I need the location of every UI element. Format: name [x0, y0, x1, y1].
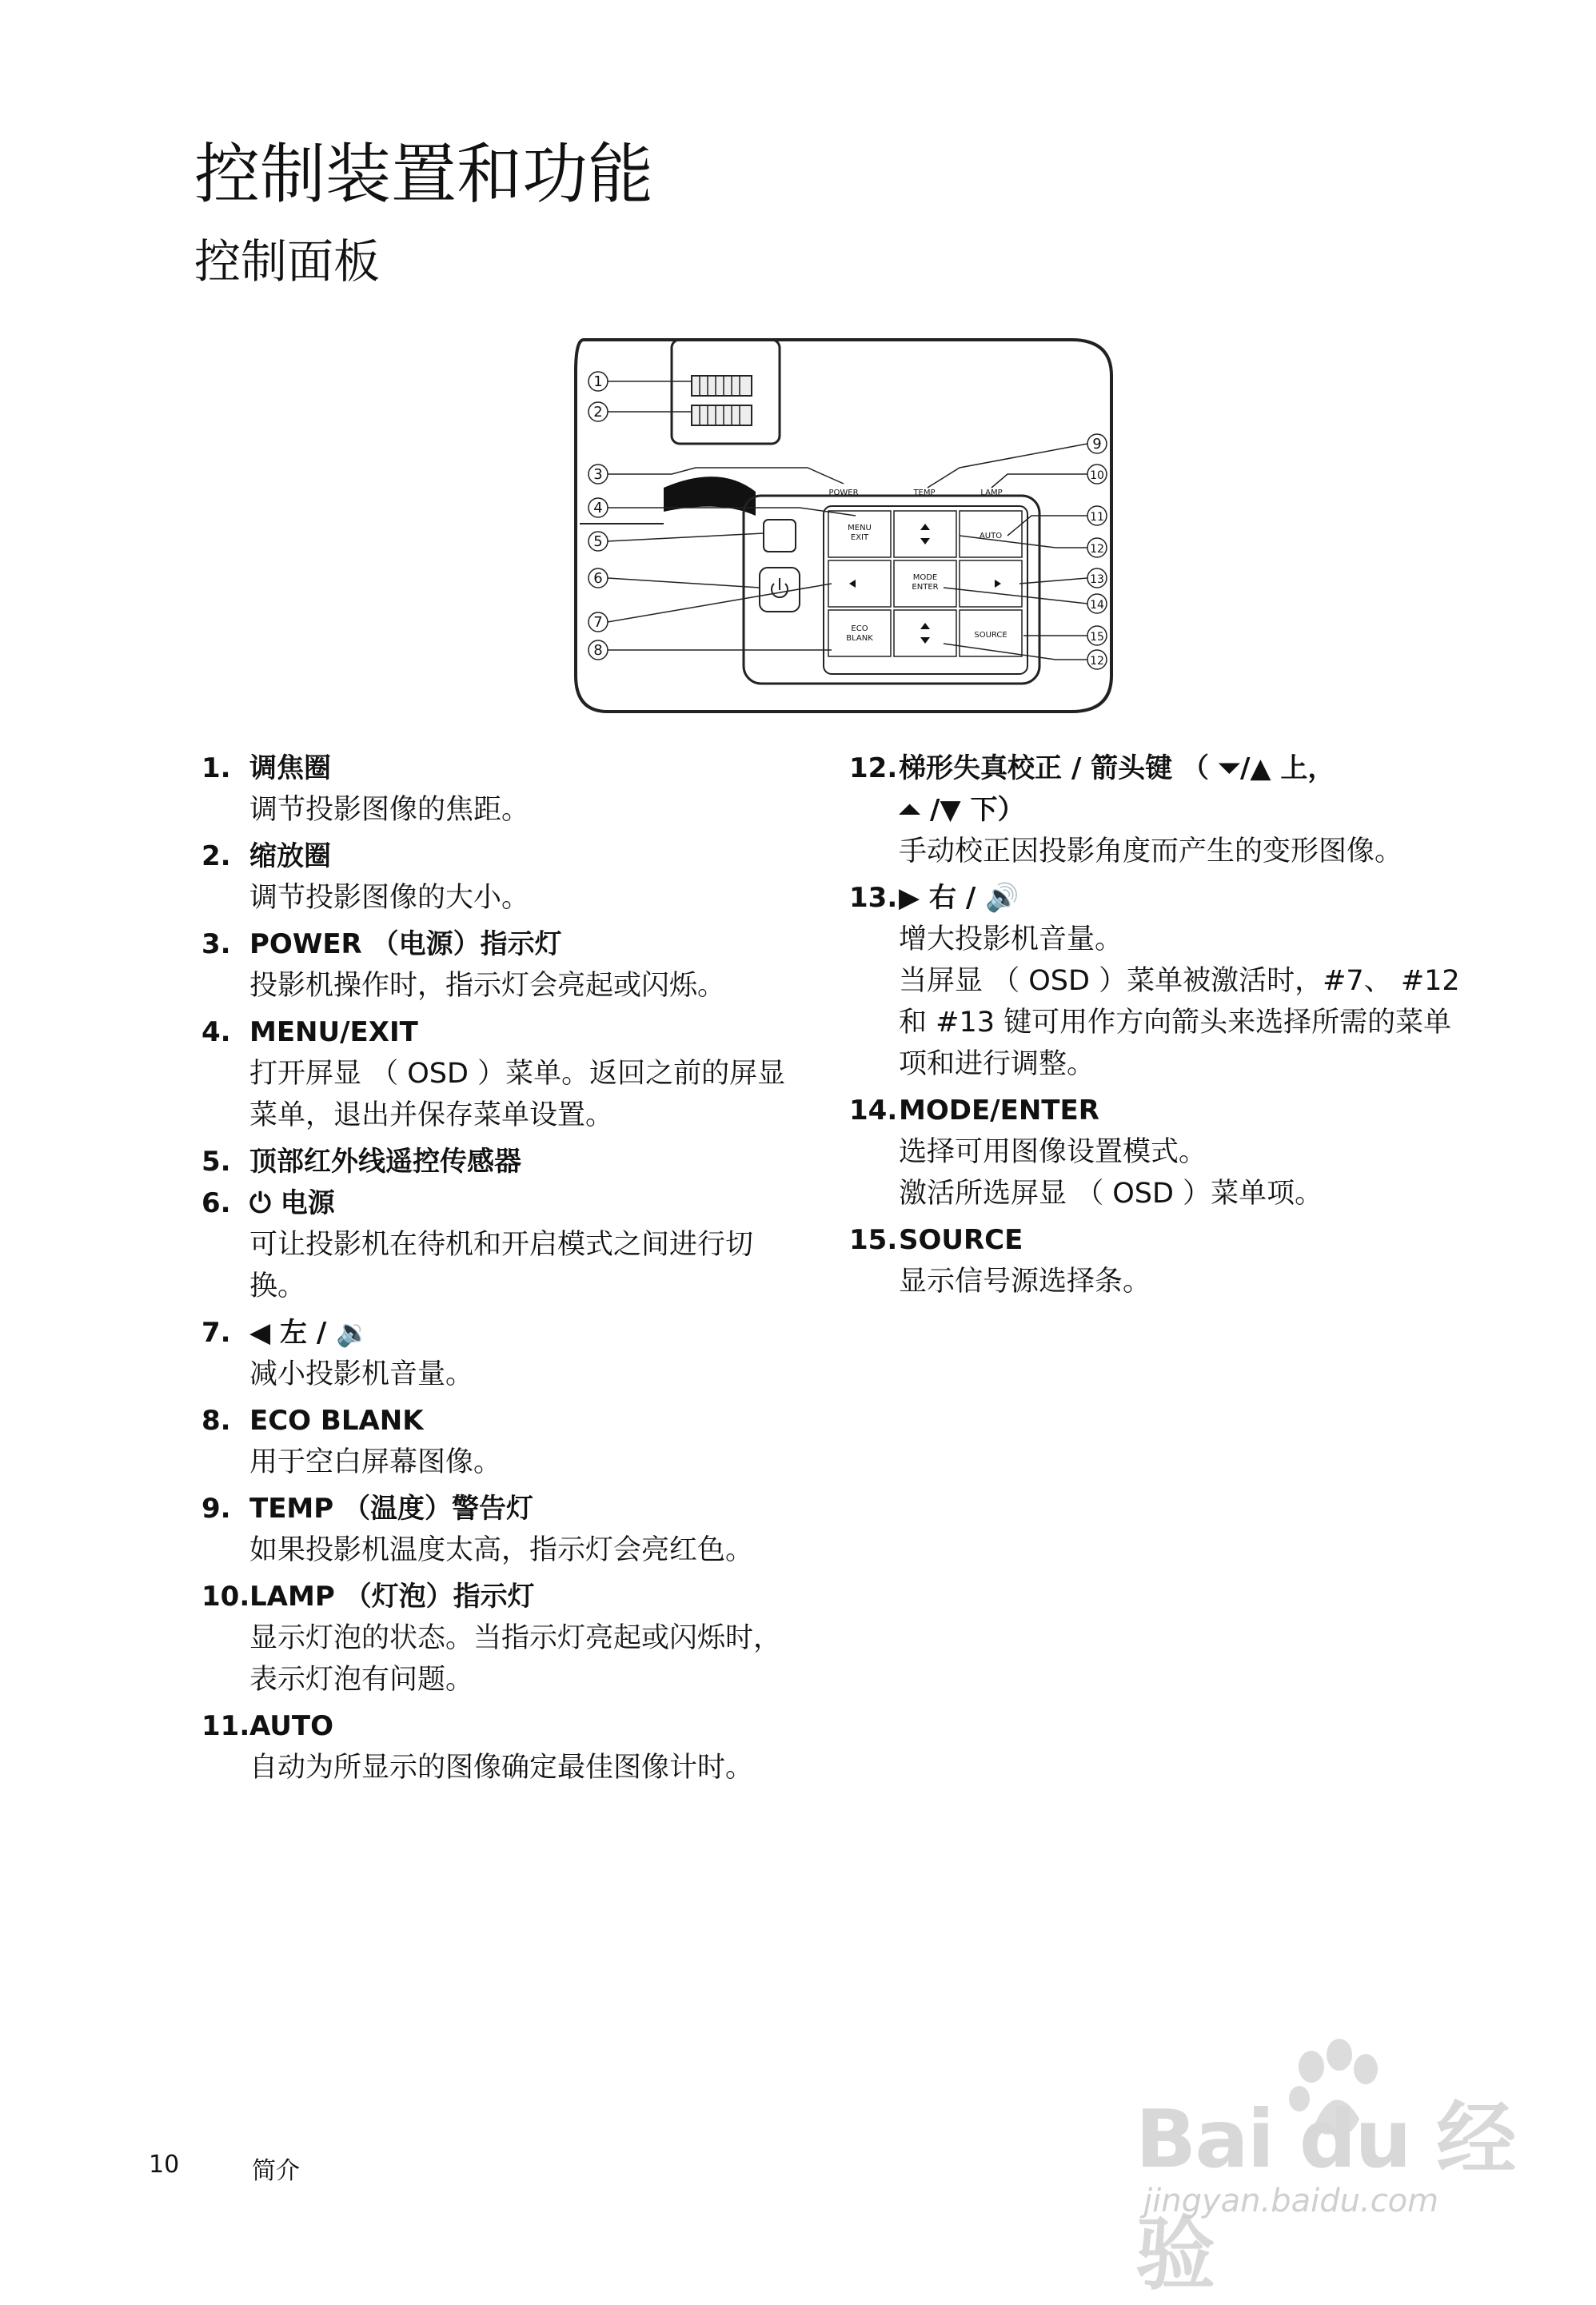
list-item: 1. 调焦圈 调节投影图像的焦距。: [201, 748, 825, 831]
lamp-led-label: LAMP: [980, 489, 1003, 497]
svg-text:7: 7: [593, 614, 603, 631]
list-item: 12. 梯形失真校正 / 箭头键 （ ⏷/▲ 上， ⏶ /▼ 下） 手动校正因投影角度而产生的变形图像。: [849, 748, 1513, 872]
watermark: [1135, 2031, 1519, 2301]
list-item: 14. MODE/ENTER 选择可用图像设置模式。 激活所选屏显 （ OSD ）菜单项。: [849, 1090, 1513, 1214]
callout-6: [589, 568, 608, 588]
list-item: 11. AUTO 自动为所显示的图像确定最佳图像计时。: [201, 1705, 825, 1789]
list-item: 9. TEMP （温度）警告灯 如果投影机温度太高，指示灯会亮红色。: [201, 1488, 825, 1571]
callout-14: [1087, 594, 1107, 613]
callout-3: [589, 465, 608, 484]
callout-4: [589, 498, 608, 517]
item-title: ◀ 左 / 🔉: [249, 1317, 370, 1349]
item-title-cont: ⏶ /▼ 下）: [899, 794, 1025, 826]
item-title: ⏻ 电源: [249, 1187, 335, 1219]
svg-text:12: 12: [1090, 655, 1104, 668]
callout-12: [1087, 538, 1107, 557]
svg-text:4: 4: [593, 500, 603, 516]
callout-10: [1087, 465, 1107, 484]
callout-11: [1087, 506, 1107, 525]
item-title: ▶ 右 / 🔊: [899, 882, 1019, 914]
svg-text:14: 14: [1090, 599, 1104, 612]
control-panel-diagram: [560, 324, 1119, 724]
section-subtitle: 控制面板: [194, 234, 381, 289]
list-item: 5. 顶部红外线遥控传感器: [201, 1141, 825, 1182]
list-item: 15. SOURCE 显示信号源选择条。: [849, 1219, 1513, 1302]
power-led-label: POWER: [828, 489, 859, 497]
list-item: 6. ⏻ 电源 可让投影机在待机和开启模式之间进行切 换。: [201, 1182, 825, 1307]
item-title: TEMP （温度）警告灯: [249, 1493, 534, 1525]
callout-7: [589, 612, 608, 632]
blank-label: BLANK: [846, 634, 873, 643]
svg-text:1: 1: [593, 373, 603, 390]
watermark-brand: Bai du 经验: [1135, 2092, 1515, 2301]
list-item: 13. ▶ 右 / 🔊 增大投影机音量。 当屏显 （ OSD ）菜单被激活时，#7、 #12 和 #13 键可用作方向箭头来选择所需的菜单 项和进行调整。: [849, 877, 1513, 1085]
item-title: SOURCE: [899, 1224, 1023, 1256]
callout-2: [589, 402, 608, 421]
svg-text:8: 8: [593, 642, 603, 659]
enter-label: ENTER: [912, 583, 939, 592]
item-title: MENU/EXIT: [249, 1016, 418, 1048]
list-item: 2. 缩放圈 调节投影图像的大小。: [201, 835, 825, 919]
svg-text:13: 13: [1090, 573, 1104, 586]
footer-section: 简介: [252, 2157, 300, 2185]
svg-text:15: 15: [1090, 631, 1104, 644]
item-title: AUTO: [249, 1710, 333, 1742]
svg-text:9: 9: [1092, 436, 1102, 453]
left-column: [201, 748, 825, 1793]
page-number: 10: [149, 2151, 180, 2179]
svg-text:6: 6: [593, 570, 603, 587]
temp-led-label: TEMP: [913, 489, 936, 497]
page-title: 控制装置和功能: [194, 137, 654, 213]
svg-text:2: 2: [593, 404, 603, 421]
zoom-ring: [692, 405, 752, 425]
list-item: 10. LAMP （灯泡）指示灯 显示灯泡的状态。当指示灯亮起或闪烁时， 表示灯泡有问题。: [201, 1576, 825, 1701]
list-item: 3. POWER （电源）指示灯 投影机操作时，指示灯会亮起或闪烁。: [201, 923, 825, 1007]
list-item: 8. ECO BLANK 用于空白屏幕图像。: [201, 1400, 825, 1483]
callout-15: [1087, 626, 1107, 645]
list-item: 4. MENU/EXIT 打开屏显 （ OSD ）菜单。返回之前的屏显 菜单，退出并保存菜单设置。: [201, 1011, 825, 1136]
item-title: ECO BLANK: [249, 1405, 424, 1437]
callout-13: [1087, 568, 1107, 588]
callout-1: [589, 372, 608, 391]
svg-text:5: 5: [593, 533, 603, 550]
list-item: 7. ◀ 左 / 🔉 减小投影机音量。: [201, 1312, 825, 1395]
eco-label: ECO: [851, 624, 868, 633]
source-label: SOURCE: [974, 631, 1007, 640]
right-column: [849, 748, 1513, 1307]
item-title: 梯形失真校正 / 箭头键 （ ⏷/▲ 上，: [899, 752, 1335, 784]
callout-12b: [1087, 650, 1107, 669]
item-title: MODE/ENTER: [899, 1095, 1099, 1127]
svg-text:3: 3: [593, 466, 603, 483]
mode-label: MODE: [912, 573, 938, 582]
svg-text:11: 11: [1090, 511, 1104, 524]
item-title: 缩放圈: [249, 840, 331, 872]
watermark-url: jingyan.baidu.com: [1143, 2183, 1439, 2219]
svg-text:12: 12: [1090, 543, 1104, 556]
exit-label: EXIT: [850, 533, 869, 542]
callout-9: [1087, 434, 1107, 453]
svg-text:10: 10: [1090, 469, 1104, 482]
item-title: POWER （电源）指示灯: [249, 928, 562, 960]
item-title: 调焦圈: [249, 752, 331, 784]
callout-8: [589, 640, 608, 660]
item-title: LAMP （灯泡）指示灯: [249, 1581, 535, 1613]
menu-label: MENU: [848, 524, 872, 532]
callout-5: [589, 532, 608, 551]
item-title: 顶部红外线遥控传感器: [249, 1146, 521, 1178]
focus-ring: [692, 376, 752, 396]
auto-label: AUTO: [979, 532, 1003, 540]
